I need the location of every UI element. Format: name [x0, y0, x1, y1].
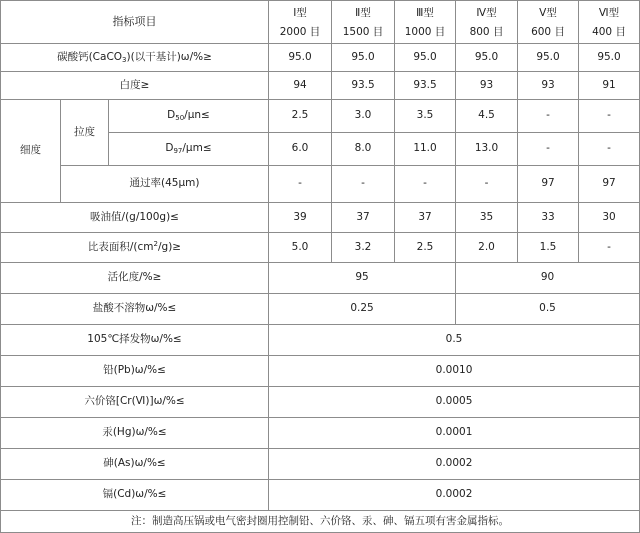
label-subscript: 3: [122, 55, 127, 64]
value-cell: 1.5: [518, 233, 579, 263]
value-cell: 91: [579, 72, 640, 100]
row-oil-absorption: [1, 203, 640, 233]
row-lead: [1, 356, 640, 387]
value-cell: 95.0: [269, 44, 332, 72]
header-type-5: [518, 1, 579, 44]
row-arsenic: [1, 449, 640, 480]
label-text: 比表面积/(cm: [87, 240, 154, 253]
row-chromium: [1, 387, 640, 418]
value-cell: 95.0: [395, 44, 456, 72]
row-pass-rate: [1, 166, 640, 203]
row-label: 通过率(45μm): [61, 166, 269, 203]
value-cell: -: [579, 233, 640, 263]
row-d50: [1, 100, 640, 133]
row-activation: [1, 263, 640, 294]
label-text: /g)≥: [158, 240, 182, 253]
label-text: 碳酸钙(CaCO: [57, 50, 123, 63]
row-label: 盐酸不溶物ω/%≤: [1, 294, 269, 325]
value-cell: 0.0001: [269, 418, 640, 449]
value-cell: 95.0: [332, 44, 395, 72]
value-cell: 3.5: [395, 100, 456, 133]
value-cell: -: [456, 166, 518, 203]
row-label: 吸油值/(g/100g)≤: [1, 203, 269, 233]
value-cell: 3.0: [332, 100, 395, 133]
row-label: [109, 100, 269, 133]
header-type-4: [456, 1, 518, 44]
type-name: Ⅱ型: [355, 7, 371, 19]
value-cell: 95: [269, 263, 456, 294]
label-text: /μm≤: [182, 142, 212, 155]
value-cell: 33: [518, 203, 579, 233]
value-cell: 90: [456, 263, 640, 294]
row-label: 汞(Hg)ω/%≤: [1, 418, 269, 449]
value-cell: -: [518, 133, 579, 166]
value-cell: 93: [518, 72, 579, 100]
value-cell: 0.0005: [269, 387, 640, 418]
label-superscript: 2: [153, 239, 158, 248]
value-cell: -: [579, 133, 640, 166]
row-label: 镉(Cd)ω/%≤: [1, 480, 269, 511]
value-cell: 37: [332, 203, 395, 233]
row-whiteness: [1, 72, 640, 100]
header-type-3: [395, 1, 456, 44]
type-mesh: 600 目: [531, 26, 565, 38]
value-cell: 11.0: [395, 133, 456, 166]
type-name: Ⅵ型: [598, 7, 620, 19]
row-volatile: [1, 325, 640, 356]
value-cell: 2.5: [269, 100, 332, 133]
value-cell: 2.5: [395, 233, 456, 263]
value-cell: 0.0002: [269, 480, 640, 511]
header-row: [1, 1, 640, 44]
label-subscript: 50: [175, 114, 185, 123]
value-cell: 0.25: [269, 294, 456, 325]
value-cell: 93: [456, 72, 518, 100]
value-cell: 37: [395, 203, 456, 233]
row-caco3: [1, 44, 640, 72]
footnote: 注：制造高压锅或电气密封圈用控制铅、六价铬、汞、砷、镉五项有害金属指标。: [1, 511, 640, 533]
value-cell: 2.0: [456, 233, 518, 263]
value-cell: 0.5: [456, 294, 640, 325]
row-label: 105℃择发物ω/%≤: [1, 325, 269, 356]
row-label: 铅(Pb)ω/%≤: [1, 356, 269, 387]
label-text: D: [165, 142, 174, 155]
value-cell: 35: [456, 203, 518, 233]
value-cell: 4.5: [456, 100, 518, 133]
fineness-group-label: 细度: [1, 100, 61, 203]
type-mesh: 1500 目: [342, 26, 384, 38]
type-mesh: 400 目: [592, 26, 626, 38]
row-label: [1, 44, 269, 72]
row-surface-area: [1, 233, 640, 263]
value-cell: 95.0: [579, 44, 640, 72]
value-cell: 93.5: [332, 72, 395, 100]
value-cell: 0.0010: [269, 356, 640, 387]
value-cell: 13.0: [456, 133, 518, 166]
row-label: [1, 233, 269, 263]
row-label: 砷(As)ω/%≤: [1, 449, 269, 480]
label-text: D: [167, 109, 176, 122]
value-cell: 95.0: [518, 44, 579, 72]
particle-size-label: 拉度: [61, 100, 109, 166]
value-cell: 95.0: [456, 44, 518, 72]
value-cell: -: [518, 100, 579, 133]
value-cell: 39: [269, 203, 332, 233]
value-cell: 0.0002: [269, 449, 640, 480]
type-name: Ⅰ型: [293, 7, 307, 19]
row-mercury: [1, 418, 640, 449]
label-subscript: 97: [173, 147, 183, 156]
type-name: Ⅴ型: [539, 7, 557, 19]
value-cell: 94: [269, 72, 332, 100]
row-note: [1, 511, 640, 533]
header-title: 指标项目: [1, 1, 269, 44]
value-cell: -: [269, 166, 332, 203]
value-cell: 93.5: [395, 72, 456, 100]
value-cell: -: [395, 166, 456, 203]
value-cell: 6.0: [269, 133, 332, 166]
value-cell: 3.2: [332, 233, 395, 263]
header-type-2: [332, 1, 395, 44]
type-mesh: 800 目: [469, 26, 504, 38]
row-cadmium: [1, 480, 640, 511]
row-label: 活化度/%≥: [1, 263, 269, 294]
header-type-6: [579, 1, 640, 44]
value-cell: -: [332, 166, 395, 203]
value-cell: 30: [579, 203, 640, 233]
value-cell: 0.5: [269, 325, 640, 356]
value-cell: 97: [518, 166, 579, 203]
type-mesh: 1000 目: [404, 26, 446, 38]
row-hcl-insoluble: [1, 294, 640, 325]
header-type-1: [269, 1, 332, 44]
type-name: Ⅲ型: [416, 7, 434, 19]
type-name: Ⅳ型: [476, 7, 497, 19]
type-mesh: 2000 目: [279, 26, 321, 38]
value-cell: 8.0: [332, 133, 395, 166]
label-text: )(以干基计)ω/%≥: [126, 50, 212, 63]
value-cell: 97: [579, 166, 640, 203]
row-label: 六价铬[Cr(Ⅵ)]ω/%≤: [1, 387, 269, 418]
row-label: [109, 133, 269, 166]
value-cell: -: [579, 100, 640, 133]
row-label: 白度≥: [1, 72, 269, 100]
value-cell: 5.0: [269, 233, 332, 263]
label-text: /μn≤: [184, 109, 210, 122]
